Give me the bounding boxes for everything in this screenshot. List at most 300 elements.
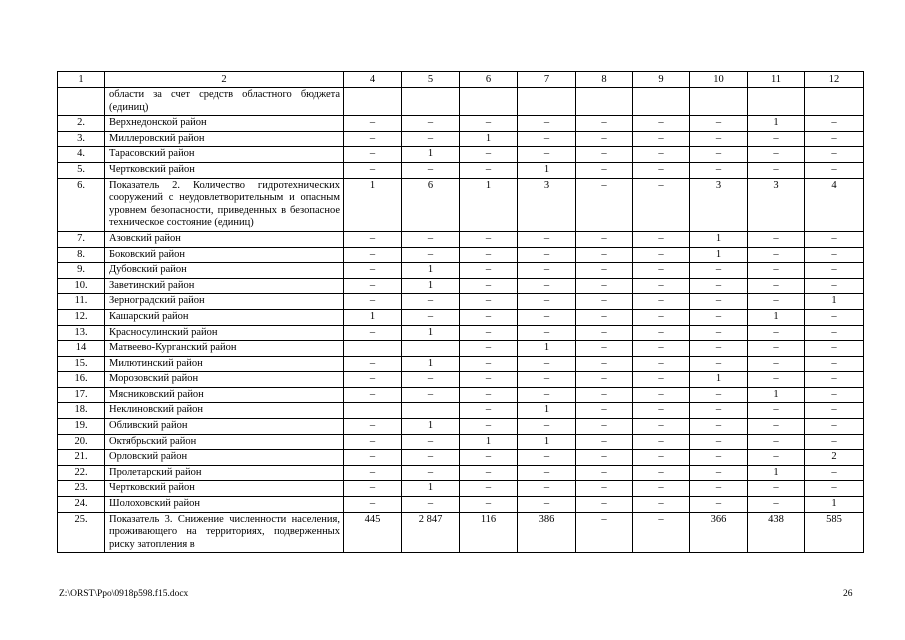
value-cell: 1 — [344, 178, 402, 231]
row-number: 23. — [58, 481, 105, 497]
value-cell: – — [690, 325, 748, 341]
value-cell: – — [805, 341, 864, 357]
value-cell — [805, 88, 864, 116]
value-cell: – — [633, 419, 690, 435]
value-cell: – — [748, 325, 805, 341]
value-cell: 1 — [748, 465, 805, 481]
value-cell — [576, 88, 633, 116]
row-number: 25. — [58, 512, 105, 553]
value-cell: – — [344, 147, 402, 163]
value-cell: – — [805, 372, 864, 388]
value-cell: – — [460, 387, 518, 403]
value-cell: – — [344, 263, 402, 279]
value-cell: – — [518, 481, 576, 497]
value-cell: – — [576, 341, 633, 357]
value-cell: – — [633, 356, 690, 372]
value-cell: – — [805, 147, 864, 163]
value-cell: – — [805, 131, 864, 147]
column-header: 7 — [518, 72, 576, 88]
value-cell: – — [576, 497, 633, 513]
value-cell: – — [576, 162, 633, 178]
value-cell: – — [344, 387, 402, 403]
value-cell: – — [460, 372, 518, 388]
value-cell: – — [690, 434, 748, 450]
value-cell: – — [460, 325, 518, 341]
table-row — [58, 325, 864, 341]
value-cell — [460, 88, 518, 116]
value-cell: – — [805, 231, 864, 247]
value-cell: – — [576, 231, 633, 247]
value-cell: – — [576, 147, 633, 163]
value-cell: – — [690, 387, 748, 403]
value-cell: 3 — [748, 178, 805, 231]
value-cell: – — [344, 497, 402, 513]
value-cell: 3 — [518, 178, 576, 231]
column-header: 2 — [105, 72, 344, 88]
value-cell: – — [460, 116, 518, 132]
value-cell: – — [344, 372, 402, 388]
table-row — [58, 387, 864, 403]
value-cell — [748, 88, 805, 116]
row-number: 16. — [58, 372, 105, 388]
value-cell: – — [805, 465, 864, 481]
row-number: 21. — [58, 450, 105, 466]
value-cell: – — [576, 263, 633, 279]
value-cell: – — [344, 481, 402, 497]
value-cell — [344, 403, 402, 419]
value-cell: – — [633, 481, 690, 497]
row-number: 11. — [58, 294, 105, 310]
value-cell: – — [633, 403, 690, 419]
row-number: 10. — [58, 278, 105, 294]
value-cell: – — [748, 294, 805, 310]
value-cell: – — [460, 247, 518, 263]
value-cell: – — [748, 419, 805, 435]
table-row — [58, 247, 864, 263]
value-cell: – — [576, 481, 633, 497]
value-cell: – — [633, 162, 690, 178]
value-cell: – — [402, 372, 460, 388]
column-header: 6 — [460, 72, 518, 88]
value-cell: – — [633, 341, 690, 357]
value-cell: – — [518, 465, 576, 481]
value-cell: – — [460, 403, 518, 419]
row-name: Мясниковский район — [105, 387, 344, 403]
value-cell: – — [633, 497, 690, 513]
column-header: 9 — [633, 72, 690, 88]
row-name: Зерноградский район — [105, 294, 344, 310]
row-number: 7. — [58, 231, 105, 247]
row-name: Орловский район — [105, 450, 344, 466]
value-cell: 4 — [805, 178, 864, 231]
value-cell: – — [690, 162, 748, 178]
column-header: 12 — [805, 72, 864, 88]
value-cell: – — [748, 247, 805, 263]
value-cell: – — [633, 512, 690, 553]
value-cell: – — [402, 294, 460, 310]
value-cell: – — [576, 465, 633, 481]
row-name: области за счет средств областного бюджета (единиц) — [105, 88, 344, 116]
value-cell — [690, 88, 748, 116]
value-cell: – — [576, 419, 633, 435]
table-row — [58, 294, 864, 310]
row-number: 4. — [58, 147, 105, 163]
row-number: 19. — [58, 419, 105, 435]
value-cell: – — [576, 178, 633, 231]
value-cell: – — [344, 465, 402, 481]
value-cell: – — [518, 294, 576, 310]
value-cell: – — [633, 294, 690, 310]
value-cell: – — [690, 147, 748, 163]
value-cell: – — [690, 450, 748, 466]
value-cell: – — [748, 403, 805, 419]
value-cell: – — [748, 131, 805, 147]
value-cell: – — [344, 116, 402, 132]
value-cell: – — [344, 247, 402, 263]
value-cell: 1 — [518, 403, 576, 419]
value-cell: – — [690, 263, 748, 279]
row-name: Боковский район — [105, 247, 344, 263]
row-name: Тарасовский район — [105, 147, 344, 163]
value-cell: – — [805, 247, 864, 263]
table-row — [58, 419, 864, 435]
row-number: 2. — [58, 116, 105, 132]
value-cell: 116 — [460, 512, 518, 553]
row-name: Милютинский район — [105, 356, 344, 372]
value-cell: 1 — [690, 231, 748, 247]
value-cell: – — [460, 309, 518, 325]
value-cell: – — [460, 294, 518, 310]
row-name: Показатель 2. Количество гидротехнических сооружений с неудовлетворительным и опасным уровнем безопасности, приведенных в безопасное техническое состояние (единиц) — [105, 178, 344, 231]
value-cell: – — [344, 419, 402, 435]
value-cell: – — [748, 481, 805, 497]
value-cell: – — [402, 162, 460, 178]
value-cell: 1 — [344, 309, 402, 325]
value-cell: – — [576, 450, 633, 466]
value-cell: – — [805, 325, 864, 341]
value-cell: – — [805, 434, 864, 450]
column-header: 8 — [576, 72, 633, 88]
value-cell: 1 — [518, 341, 576, 357]
value-cell: – — [633, 278, 690, 294]
value-cell: 1 — [402, 419, 460, 435]
value-cell — [633, 88, 690, 116]
value-cell: – — [805, 403, 864, 419]
value-cell: – — [518, 309, 576, 325]
value-cell: – — [748, 450, 805, 466]
value-cell: – — [402, 247, 460, 263]
value-cell: 2 — [805, 450, 864, 466]
value-cell: – — [518, 356, 576, 372]
table-row — [58, 465, 864, 481]
row-name: Неклиновский район — [105, 403, 344, 419]
table-row — [58, 263, 864, 279]
row-name: Показатель 3. Снижение численности населения, проживающего на территориях, подверженных риску затопления в — [105, 512, 344, 553]
value-cell — [402, 403, 460, 419]
value-cell: – — [576, 512, 633, 553]
value-cell: – — [690, 341, 748, 357]
value-cell: – — [344, 231, 402, 247]
value-cell: – — [460, 419, 518, 435]
value-cell: – — [633, 116, 690, 132]
value-cell: – — [402, 450, 460, 466]
value-cell: – — [633, 434, 690, 450]
value-cell: – — [690, 131, 748, 147]
row-number: 6. — [58, 178, 105, 231]
value-cell: – — [576, 434, 633, 450]
value-cell: – — [460, 465, 518, 481]
value-cell: – — [344, 325, 402, 341]
row-number: 12. — [58, 309, 105, 325]
value-cell: 1 — [805, 294, 864, 310]
value-cell: – — [460, 263, 518, 279]
table-row — [58, 162, 864, 178]
value-cell: 1 — [748, 387, 805, 403]
row-number — [58, 88, 105, 116]
value-cell: – — [748, 497, 805, 513]
value-cell: 386 — [518, 512, 576, 553]
value-cell: – — [690, 116, 748, 132]
value-cell: – — [633, 372, 690, 388]
value-cell: – — [460, 231, 518, 247]
value-cell: – — [576, 116, 633, 132]
value-cell: – — [344, 356, 402, 372]
column-header: 11 — [748, 72, 805, 88]
row-name: Азовский район — [105, 231, 344, 247]
value-cell: – — [518, 116, 576, 132]
value-cell: – — [576, 372, 633, 388]
value-cell: 6 — [402, 178, 460, 231]
value-cell: 585 — [805, 512, 864, 553]
value-cell: – — [748, 434, 805, 450]
value-cell: – — [402, 434, 460, 450]
value-cell: 1 — [690, 247, 748, 263]
table-row — [58, 434, 864, 450]
row-name: Дубовский район — [105, 263, 344, 279]
value-cell: – — [690, 294, 748, 310]
table-header-row — [58, 72, 864, 88]
value-cell: – — [576, 325, 633, 341]
value-cell: – — [576, 278, 633, 294]
row-number: 5. — [58, 162, 105, 178]
value-cell: 1 — [690, 372, 748, 388]
value-cell: – — [690, 278, 748, 294]
row-name: Заветинский район — [105, 278, 344, 294]
row-number: 13. — [58, 325, 105, 341]
value-cell: – — [690, 481, 748, 497]
value-cell: – — [633, 450, 690, 466]
value-cell: 366 — [690, 512, 748, 553]
value-cell: – — [344, 131, 402, 147]
row-number: 9. — [58, 263, 105, 279]
value-cell: – — [344, 278, 402, 294]
value-cell: – — [518, 372, 576, 388]
value-cell: 1 — [518, 162, 576, 178]
value-cell: – — [344, 294, 402, 310]
row-number: 8. — [58, 247, 105, 263]
value-cell: – — [633, 325, 690, 341]
value-cell: – — [518, 387, 576, 403]
row-name: Кашарский район — [105, 309, 344, 325]
value-cell: – — [460, 356, 518, 372]
value-cell: – — [633, 147, 690, 163]
value-cell: – — [805, 278, 864, 294]
row-name: Матвеево-Курганский район — [105, 341, 344, 357]
value-cell: – — [633, 387, 690, 403]
table-row — [58, 372, 864, 388]
table-row — [58, 231, 864, 247]
value-cell: – — [460, 497, 518, 513]
value-cell: – — [748, 147, 805, 163]
value-cell: – — [402, 497, 460, 513]
value-cell: – — [576, 294, 633, 310]
value-cell: – — [402, 231, 460, 247]
value-cell: – — [402, 309, 460, 325]
footer-file-path: Z:\ORST\Ppo\0918p598.f15.docx — [59, 589, 189, 599]
value-cell: 1 — [402, 481, 460, 497]
value-cell: – — [690, 403, 748, 419]
value-cell: – — [633, 247, 690, 263]
value-cell: – — [633, 309, 690, 325]
value-cell: – — [518, 231, 576, 247]
value-cell: – — [633, 263, 690, 279]
row-number: 17. — [58, 387, 105, 403]
value-cell: – — [633, 231, 690, 247]
row-name: Шолоховский район — [105, 497, 344, 513]
value-cell: 1 — [402, 356, 460, 372]
table-row — [58, 497, 864, 513]
value-cell: 3 — [690, 178, 748, 231]
value-cell: – — [748, 162, 805, 178]
row-number: 20. — [58, 434, 105, 450]
value-cell: – — [518, 450, 576, 466]
value-cell: – — [690, 419, 748, 435]
table-row — [58, 356, 864, 372]
row-number: 24. — [58, 497, 105, 513]
table-row — [58, 309, 864, 325]
value-cell: 2 847 — [402, 512, 460, 553]
value-cell: – — [518, 325, 576, 341]
row-number: 18. — [58, 403, 105, 419]
value-cell: 1 — [460, 178, 518, 231]
row-name: Обливский район — [105, 419, 344, 435]
value-cell: – — [576, 309, 633, 325]
row-number: 14 — [58, 341, 105, 357]
value-cell: – — [805, 309, 864, 325]
value-cell: – — [460, 162, 518, 178]
column-header: 4 — [344, 72, 402, 88]
column-header: 5 — [402, 72, 460, 88]
value-cell: – — [690, 309, 748, 325]
table-row — [58, 278, 864, 294]
value-cell — [518, 88, 576, 116]
value-cell: – — [633, 465, 690, 481]
value-cell: – — [518, 278, 576, 294]
value-cell: – — [805, 481, 864, 497]
value-cell: 1 — [402, 325, 460, 341]
value-cell: – — [576, 387, 633, 403]
value-cell: – — [748, 341, 805, 357]
value-cell: – — [344, 162, 402, 178]
value-cell: – — [805, 419, 864, 435]
row-number: 22. — [58, 465, 105, 481]
row-number: 3. — [58, 131, 105, 147]
value-cell: – — [576, 356, 633, 372]
value-cell: 1 — [805, 497, 864, 513]
table-row — [58, 178, 864, 231]
value-cell: – — [460, 481, 518, 497]
value-cell — [402, 341, 460, 357]
indicator-table — [57, 71, 864, 553]
page-number: 26 — [843, 589, 853, 599]
value-cell: – — [805, 356, 864, 372]
row-name: Чертковский район — [105, 481, 344, 497]
value-cell: 445 — [344, 512, 402, 553]
value-cell: 1 — [402, 263, 460, 279]
value-cell: – — [518, 263, 576, 279]
value-cell: – — [402, 465, 460, 481]
table-row — [58, 341, 864, 357]
column-header: 10 — [690, 72, 748, 88]
value-cell: – — [805, 162, 864, 178]
value-cell: – — [805, 387, 864, 403]
value-cell: 1 — [402, 147, 460, 163]
value-cell: – — [633, 131, 690, 147]
value-cell: 1 — [518, 434, 576, 450]
value-cell: 1 — [460, 131, 518, 147]
row-name: Миллеровский район — [105, 131, 344, 147]
value-cell: – — [402, 116, 460, 132]
value-cell: – — [576, 247, 633, 263]
value-cell: – — [576, 403, 633, 419]
value-cell: – — [748, 372, 805, 388]
row-name: Пролетарский район — [105, 465, 344, 481]
row-name: Морозовский район — [105, 372, 344, 388]
value-cell: – — [518, 497, 576, 513]
row-name: Верхнедонской район — [105, 116, 344, 132]
value-cell: 1 — [748, 116, 805, 132]
value-cell: – — [344, 434, 402, 450]
value-cell: – — [460, 278, 518, 294]
table-row — [58, 481, 864, 497]
value-cell: – — [402, 131, 460, 147]
row-name: Октябрьский район — [105, 434, 344, 450]
value-cell: – — [748, 231, 805, 247]
value-cell: – — [402, 387, 460, 403]
value-cell: – — [748, 278, 805, 294]
table-row — [58, 450, 864, 466]
value-cell: – — [518, 131, 576, 147]
value-cell — [344, 341, 402, 357]
table-row — [58, 116, 864, 132]
value-cell — [402, 88, 460, 116]
value-cell: – — [518, 247, 576, 263]
table-row — [58, 403, 864, 419]
value-cell: – — [690, 465, 748, 481]
value-cell: – — [690, 497, 748, 513]
value-cell: – — [460, 450, 518, 466]
value-cell: 438 — [748, 512, 805, 553]
column-header: 1 — [58, 72, 105, 88]
table-row — [58, 147, 864, 163]
table-row — [58, 512, 864, 553]
row-name: Красносулинский район — [105, 325, 344, 341]
table-row — [58, 88, 864, 116]
value-cell: 1 — [402, 278, 460, 294]
table-row — [58, 131, 864, 147]
value-cell: – — [805, 116, 864, 132]
value-cell: – — [460, 341, 518, 357]
